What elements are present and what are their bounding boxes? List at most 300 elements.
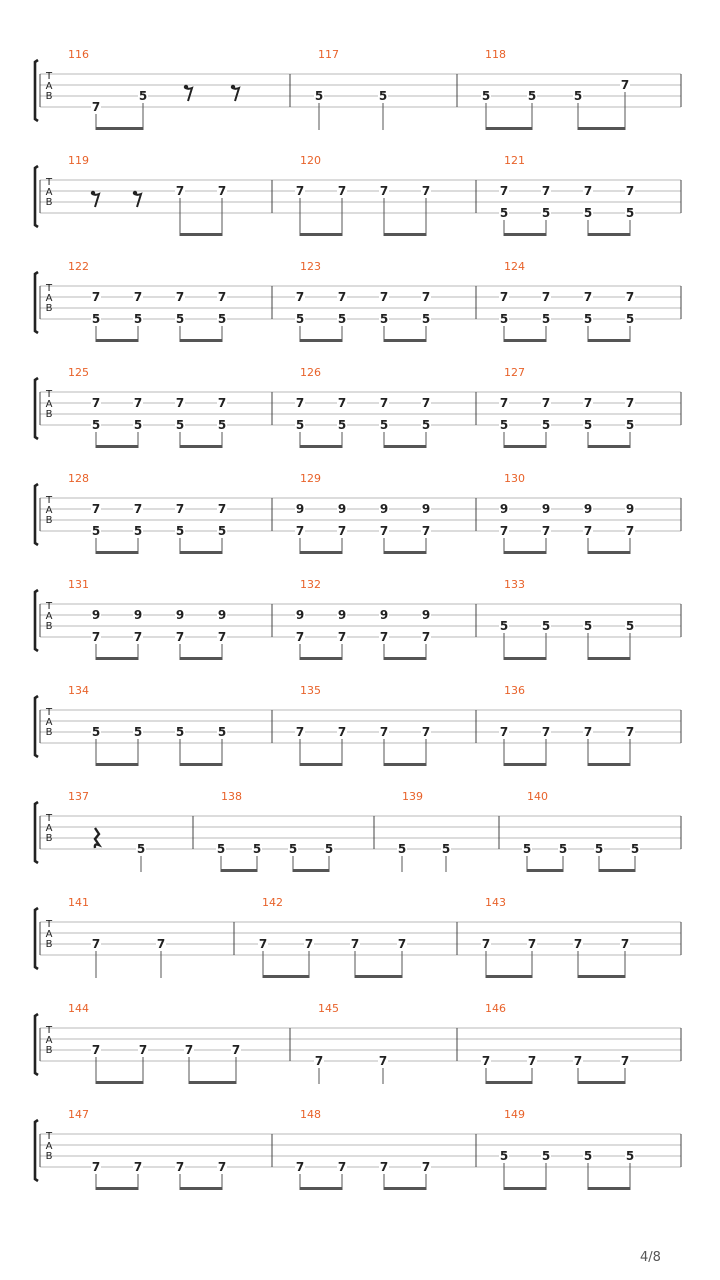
fret-number: 9 xyxy=(421,502,431,516)
eighth-rest-dot xyxy=(184,85,188,89)
measure-number: 136 xyxy=(504,684,525,697)
fret-number: 7 xyxy=(217,290,227,304)
tab-clef-letter: T xyxy=(45,707,53,718)
fret-number: 5 xyxy=(583,206,593,220)
fret-number: 9 xyxy=(295,502,305,516)
fret-number: 5 xyxy=(133,524,143,538)
note-beam xyxy=(504,763,546,766)
fret-number: 7 xyxy=(421,524,431,538)
tab-clef-letter: B xyxy=(45,409,53,420)
fret-number: 7 xyxy=(378,1054,388,1068)
eighth-rest-dot xyxy=(231,85,235,89)
fret-number: 7 xyxy=(91,937,101,951)
fret-number: 7 xyxy=(379,1160,389,1174)
fret-number: 5 xyxy=(499,418,509,432)
fret-number: 5 xyxy=(175,418,185,432)
fret-number: 7 xyxy=(91,502,101,516)
note-beam xyxy=(504,657,546,660)
measure-number: 129 xyxy=(300,472,321,485)
fret-number: 5 xyxy=(499,619,509,633)
fret-number: 7 xyxy=(620,78,630,92)
note-beam xyxy=(96,127,143,130)
fret-number: 9 xyxy=(175,608,185,622)
measure-number: 121 xyxy=(504,154,525,167)
fret-number: 5 xyxy=(217,725,227,739)
fret-number: 7 xyxy=(217,396,227,410)
fret-number: 7 xyxy=(421,184,431,198)
fret-number: 5 xyxy=(499,312,509,326)
fret-number: 5 xyxy=(133,312,143,326)
tab-clef-letter: A xyxy=(45,293,53,304)
fret-number: 7 xyxy=(184,1043,194,1057)
measure-number: 119 xyxy=(68,154,89,167)
note-beam xyxy=(384,233,426,236)
fret-number: 7 xyxy=(421,630,431,644)
fret-number: 7 xyxy=(133,502,143,516)
fret-number: 5 xyxy=(558,842,568,856)
note-beam xyxy=(300,339,342,342)
fret-number: 5 xyxy=(138,89,148,103)
fret-number: 7 xyxy=(541,396,551,410)
fret-number: 9 xyxy=(91,608,101,622)
eighth-rest-dot xyxy=(133,191,137,195)
system-bracket xyxy=(35,484,38,545)
fret-number: 5 xyxy=(583,312,593,326)
tab-clef-letter: B xyxy=(45,939,53,950)
system-bracket xyxy=(35,272,38,333)
fret-number: 7 xyxy=(421,290,431,304)
measure-number: 144 xyxy=(68,1002,89,1015)
measure-number: 148 xyxy=(300,1108,321,1121)
note-beam xyxy=(588,339,630,342)
note-beam xyxy=(293,869,329,872)
note-beam xyxy=(384,551,426,554)
tab-clef-letter: A xyxy=(45,399,53,410)
note-beam xyxy=(300,551,342,554)
fret-number: 5 xyxy=(91,524,101,538)
fret-number: 5 xyxy=(324,842,334,856)
fret-number: 5 xyxy=(295,312,305,326)
measure-number: 145 xyxy=(318,1002,339,1015)
fret-number: 5 xyxy=(625,418,635,432)
eighth-rest-dot xyxy=(91,191,95,195)
measure-number: 120 xyxy=(300,154,321,167)
fret-number: 5 xyxy=(481,89,491,103)
fret-number: 5 xyxy=(625,206,635,220)
fret-number: 7 xyxy=(573,937,583,951)
note-beam xyxy=(180,233,222,236)
fret-number: 5 xyxy=(175,312,185,326)
fret-number: 7 xyxy=(175,184,185,198)
note-beam xyxy=(504,339,546,342)
fret-number: 5 xyxy=(217,418,227,432)
note-beam xyxy=(504,1187,546,1190)
measure-number: 131 xyxy=(68,578,89,591)
tab-clef-letter: A xyxy=(45,81,53,92)
fret-number: 9 xyxy=(583,502,593,516)
fret-number: 7 xyxy=(620,1054,630,1068)
fret-number: 5 xyxy=(217,524,227,538)
tab-clef-letter: B xyxy=(45,197,53,208)
fret-number: 5 xyxy=(583,619,593,633)
fret-number: 5 xyxy=(133,418,143,432)
fret-number: 7 xyxy=(295,290,305,304)
fret-number: 7 xyxy=(133,396,143,410)
note-beam xyxy=(578,1081,625,1084)
note-beam xyxy=(504,233,546,236)
fret-number: 7 xyxy=(379,184,389,198)
fret-number: 7 xyxy=(295,396,305,410)
note-beam xyxy=(189,1081,236,1084)
fret-number: 7 xyxy=(625,184,635,198)
fret-number: 5 xyxy=(541,312,551,326)
fret-number: 5 xyxy=(594,842,604,856)
measure-number: 149 xyxy=(504,1108,525,1121)
measure-number: 143 xyxy=(485,896,506,909)
fret-number: 9 xyxy=(421,608,431,622)
tab-clef-letter: B xyxy=(45,621,53,632)
fret-number: 7 xyxy=(499,290,509,304)
note-beam xyxy=(588,657,630,660)
fret-number: 7 xyxy=(421,396,431,410)
tab-clef-letter: A xyxy=(45,505,53,516)
fret-number: 5 xyxy=(441,842,451,856)
note-beam xyxy=(486,975,532,978)
fret-number: 7 xyxy=(337,396,347,410)
fret-number: 7 xyxy=(541,290,551,304)
fret-number: 7 xyxy=(156,937,166,951)
measure-number: 122 xyxy=(68,260,89,273)
fret-number: 7 xyxy=(541,184,551,198)
note-beam xyxy=(578,127,625,130)
fret-number: 5 xyxy=(91,312,101,326)
measure-number: 125 xyxy=(68,366,89,379)
note-beam xyxy=(180,763,222,766)
note-beam xyxy=(300,763,342,766)
fret-number: 7 xyxy=(583,290,593,304)
fret-number: 5 xyxy=(583,1149,593,1163)
fret-number: 7 xyxy=(337,184,347,198)
fret-number: 7 xyxy=(583,524,593,538)
fret-number: 7 xyxy=(379,725,389,739)
fret-number: 7 xyxy=(379,524,389,538)
fret-number: 7 xyxy=(379,290,389,304)
fret-number: 7 xyxy=(91,1043,101,1057)
note-beam xyxy=(384,657,426,660)
fret-number: 5 xyxy=(217,312,227,326)
tab-clef-letter: T xyxy=(45,71,53,82)
system-bracket xyxy=(35,378,38,439)
system-bracket xyxy=(35,1120,38,1181)
fret-number: 5 xyxy=(252,842,262,856)
note-beam xyxy=(221,869,257,872)
measure-number: 140 xyxy=(527,790,548,803)
fret-number: 5 xyxy=(378,89,388,103)
fret-number: 7 xyxy=(337,524,347,538)
fret-number: 7 xyxy=(217,502,227,516)
fret-number: 5 xyxy=(288,842,298,856)
fret-number: 9 xyxy=(499,502,509,516)
fret-number: 7 xyxy=(295,524,305,538)
fret-number: 5 xyxy=(541,206,551,220)
fret-number: 5 xyxy=(527,89,537,103)
fret-number: 5 xyxy=(379,312,389,326)
tab-clef-letter: A xyxy=(45,929,53,940)
fret-number: 7 xyxy=(620,937,630,951)
fret-number: 9 xyxy=(379,502,389,516)
note-beam xyxy=(96,657,138,660)
fret-number: 7 xyxy=(91,396,101,410)
fret-number: 7 xyxy=(91,630,101,644)
measure-number: 137 xyxy=(68,790,89,803)
fret-number: 9 xyxy=(625,502,635,516)
measure-number: 134 xyxy=(68,684,89,697)
fret-number: 9 xyxy=(133,608,143,622)
tab-clef-letter: A xyxy=(45,823,53,834)
fret-number: 7 xyxy=(175,1160,185,1174)
tab-clef-letter: B xyxy=(45,91,53,102)
fret-number: 7 xyxy=(625,725,635,739)
fret-number: 5 xyxy=(421,418,431,432)
fret-number: 5 xyxy=(379,418,389,432)
fret-number: 7 xyxy=(481,1054,491,1068)
note-beam xyxy=(96,1187,138,1190)
tab-clef-letter: A xyxy=(45,611,53,622)
system-bracket xyxy=(35,166,38,227)
fret-number: 5 xyxy=(541,619,551,633)
tab-clef-letter: B xyxy=(45,833,53,844)
fret-number: 7 xyxy=(217,184,227,198)
fret-number: 5 xyxy=(337,312,347,326)
fret-number: 7 xyxy=(421,725,431,739)
fret-number: 7 xyxy=(527,937,537,951)
measure-number: 146 xyxy=(485,1002,506,1015)
fret-number: 7 xyxy=(295,1160,305,1174)
note-beam xyxy=(588,551,630,554)
note-beam xyxy=(384,445,426,448)
fret-number: 7 xyxy=(625,524,635,538)
measure-number: 135 xyxy=(300,684,321,697)
fret-number: 5 xyxy=(133,725,143,739)
measure-number: 116 xyxy=(68,48,89,61)
tab-clef-letter: A xyxy=(45,717,53,728)
fret-number: 7 xyxy=(138,1043,148,1057)
fret-number: 5 xyxy=(91,418,101,432)
fret-number: 7 xyxy=(91,290,101,304)
system-bracket xyxy=(35,802,38,863)
note-beam xyxy=(263,975,309,978)
fret-number: 7 xyxy=(217,630,227,644)
fret-number: 7 xyxy=(583,396,593,410)
fret-number: 7 xyxy=(541,725,551,739)
tab-clef-letter: B xyxy=(45,1045,53,1056)
fret-number: 7 xyxy=(583,184,593,198)
fret-number: 7 xyxy=(91,100,101,114)
fret-number: 5 xyxy=(136,842,146,856)
note-beam xyxy=(300,445,342,448)
note-beam xyxy=(96,1081,143,1084)
fret-number: 9 xyxy=(295,608,305,622)
fret-number: 7 xyxy=(625,290,635,304)
measure-number: 117 xyxy=(318,48,339,61)
note-beam xyxy=(180,551,222,554)
tab-clef-letter: B xyxy=(45,303,53,314)
fret-number: 5 xyxy=(175,524,185,538)
note-beam xyxy=(599,869,635,872)
note-beam xyxy=(486,1081,532,1084)
note-beam xyxy=(180,339,222,342)
note-beam xyxy=(578,975,625,978)
fret-number: 5 xyxy=(421,312,431,326)
fret-number: 7 xyxy=(175,396,185,410)
measure-number: 118 xyxy=(485,48,506,61)
note-beam xyxy=(384,1187,426,1190)
measure-number: 128 xyxy=(68,472,89,485)
measure-number: 147 xyxy=(68,1108,89,1121)
fret-number: 7 xyxy=(421,1160,431,1174)
note-beam xyxy=(486,127,532,130)
fret-number: 7 xyxy=(337,630,347,644)
note-beam xyxy=(300,657,342,660)
fret-number: 7 xyxy=(175,630,185,644)
fret-number: 7 xyxy=(379,630,389,644)
tab-clef-letter: T xyxy=(45,389,53,400)
fret-number: 7 xyxy=(133,1160,143,1174)
note-beam xyxy=(588,1187,630,1190)
fret-number: 5 xyxy=(91,725,101,739)
system-bracket xyxy=(35,590,38,651)
fret-number: 7 xyxy=(397,937,407,951)
fret-number: 7 xyxy=(295,184,305,198)
fret-number: 7 xyxy=(499,725,509,739)
measure-number: 130 xyxy=(504,472,525,485)
fret-number: 5 xyxy=(314,89,324,103)
note-beam xyxy=(527,869,563,872)
system-bracket xyxy=(35,60,38,121)
fret-number: 7 xyxy=(481,937,491,951)
fret-number: 5 xyxy=(499,1149,509,1163)
note-beam xyxy=(300,1187,342,1190)
fret-number: 7 xyxy=(295,630,305,644)
fret-number: 7 xyxy=(231,1043,241,1057)
note-beam xyxy=(180,445,222,448)
fret-number: 5 xyxy=(625,312,635,326)
fret-number: 9 xyxy=(337,608,347,622)
measure-number: 133 xyxy=(504,578,525,591)
fret-number: 5 xyxy=(573,89,583,103)
fret-number: 7 xyxy=(314,1054,324,1068)
fret-number: 5 xyxy=(397,842,407,856)
fret-number: 7 xyxy=(133,630,143,644)
note-beam xyxy=(384,339,426,342)
page-number: 4/8 xyxy=(640,1250,661,1265)
fret-number: 5 xyxy=(522,842,532,856)
measure-number: 126 xyxy=(300,366,321,379)
fret-number: 7 xyxy=(499,524,509,538)
system-bracket xyxy=(35,908,38,969)
tab-clef-letter: T xyxy=(45,813,53,824)
fret-number: 7 xyxy=(337,1160,347,1174)
fret-number: 5 xyxy=(216,842,226,856)
note-beam xyxy=(96,551,138,554)
measure-number: 132 xyxy=(300,578,321,591)
note-beam xyxy=(96,339,138,342)
measure-number: 124 xyxy=(504,260,525,273)
note-beam xyxy=(180,657,222,660)
tab-clef-letter: A xyxy=(45,187,53,198)
fret-number: 9 xyxy=(379,608,389,622)
tab-clef-letter: A xyxy=(45,1035,53,1046)
fret-number: 9 xyxy=(217,608,227,622)
fret-number: 7 xyxy=(91,1160,101,1174)
tab-clef-letter: T xyxy=(45,283,53,294)
fret-number: 7 xyxy=(527,1054,537,1068)
fret-number: 7 xyxy=(625,396,635,410)
measure-number: 139 xyxy=(402,790,423,803)
fret-number: 7 xyxy=(258,937,268,951)
note-beam xyxy=(504,445,546,448)
fret-number: 9 xyxy=(337,502,347,516)
fret-number: 5 xyxy=(630,842,640,856)
tab-clef-letter: T xyxy=(45,1131,53,1142)
fret-number: 5 xyxy=(541,418,551,432)
fret-number: 7 xyxy=(217,1160,227,1174)
measure-number: 138 xyxy=(221,790,242,803)
note-beam xyxy=(588,445,630,448)
note-beam xyxy=(588,763,630,766)
fret-number: 7 xyxy=(175,290,185,304)
fret-number: 5 xyxy=(295,418,305,432)
tab-clef-letter: T xyxy=(45,601,53,612)
fret-number: 7 xyxy=(379,396,389,410)
measure-number: 123 xyxy=(300,260,321,273)
tab-clef-letter: B xyxy=(45,515,53,526)
note-beam xyxy=(355,975,402,978)
fret-number: 5 xyxy=(583,418,593,432)
fret-number: 7 xyxy=(304,937,314,951)
note-beam xyxy=(300,233,342,236)
tab-clef-letter: T xyxy=(45,919,53,930)
note-beam xyxy=(588,233,630,236)
fret-number: 5 xyxy=(625,619,635,633)
measure-number: 127 xyxy=(504,366,525,379)
note-beam xyxy=(96,763,138,766)
fret-number: 7 xyxy=(573,1054,583,1068)
tab-clef-letter: A xyxy=(45,1141,53,1152)
fret-number: 7 xyxy=(133,290,143,304)
measure-number: 141 xyxy=(68,896,89,909)
fret-number: 7 xyxy=(337,290,347,304)
fret-number: 7 xyxy=(295,725,305,739)
fret-number: 5 xyxy=(541,1149,551,1163)
fret-number: 5 xyxy=(337,418,347,432)
note-beam xyxy=(504,551,546,554)
tab-clef-letter: B xyxy=(45,1151,53,1162)
fret-number: 5 xyxy=(625,1149,635,1163)
fret-number: 7 xyxy=(499,184,509,198)
system-bracket xyxy=(35,696,38,757)
system-bracket xyxy=(35,1014,38,1075)
fret-number: 5 xyxy=(175,725,185,739)
note-beam xyxy=(180,1187,222,1190)
fret-number: 7 xyxy=(499,396,509,410)
note-beam xyxy=(384,763,426,766)
note-beam xyxy=(96,445,138,448)
fret-number: 7 xyxy=(175,502,185,516)
tab-clef-letter: T xyxy=(45,1025,53,1036)
fret-number: 7 xyxy=(337,725,347,739)
fret-number: 5 xyxy=(499,206,509,220)
